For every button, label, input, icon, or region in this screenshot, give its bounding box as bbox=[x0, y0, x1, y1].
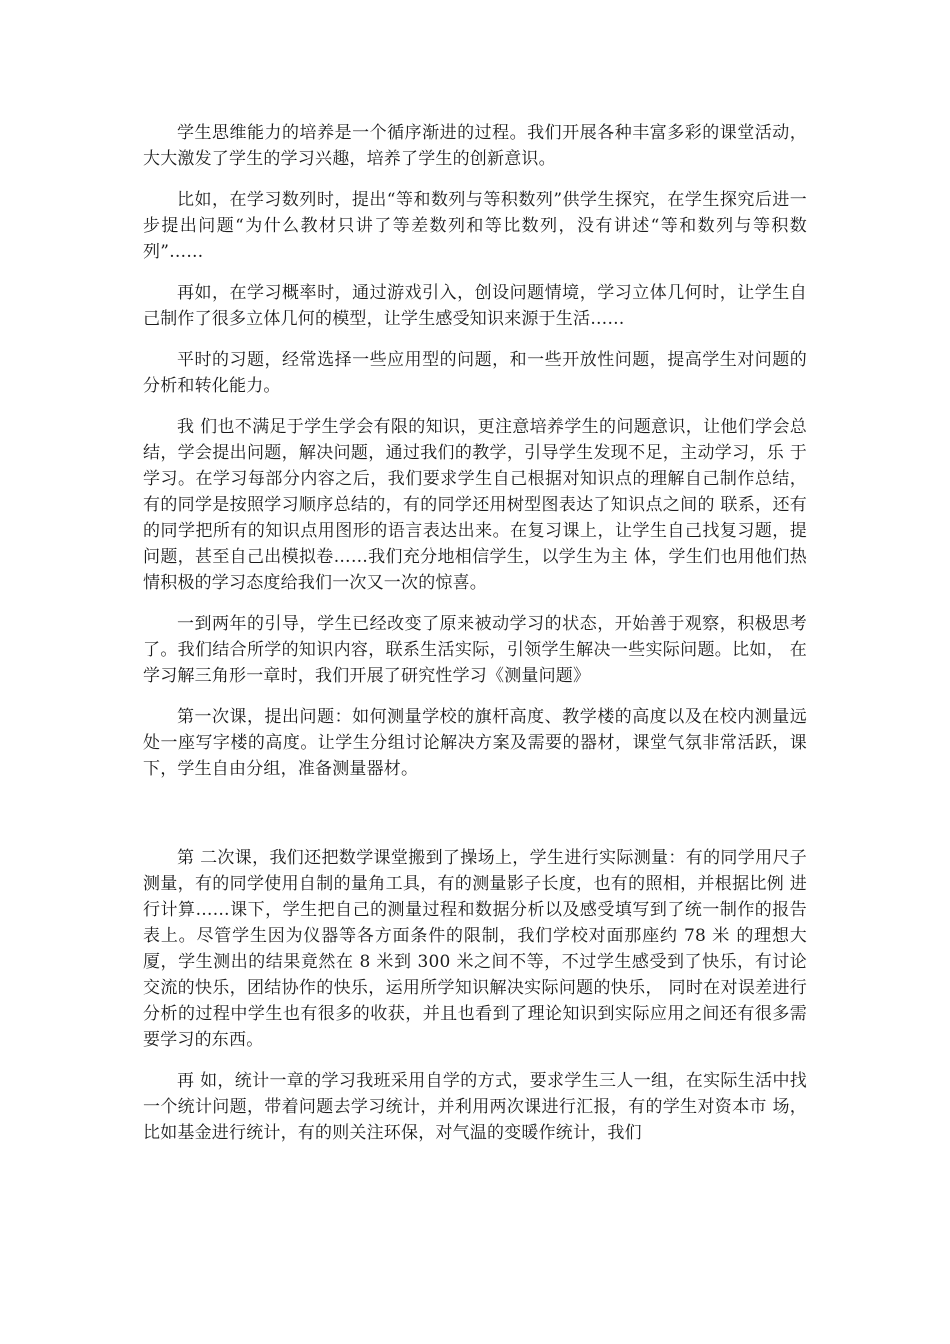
paragraph-7: 第一次课，提出问题：如何测量学校的旗杆高度、教学楼的高度以及在校内测量远处一座写字楼的高度。让学生分组讨论解决方案及需要的器材，课堂气氛非常活跃，课下，学生自由分组，准备测量器材。 bbox=[143, 707, 807, 779]
paragraph-6: 一到两年的引导，学生已经改变了原来被动学习的状态，开始善于观察，积极思考了。我们结合所学的知识内容，联系生活实际，引领学生解决一些实际问题。比如， 在学习解三角形一章时，我们开展了研究性学习《测量问题》 bbox=[143, 614, 807, 686]
paragraph-5: 我 们也不满足于学生学会有限的知识，更注意培养学生的问题意识，让他们学会总结，学会提出问题，解决问题，通过我们的教学，引导学生发现不足，主动学习，乐 于学习。在学习每部分内容之后，我们要求学生自己根据对知识点的理解自己制作总结，有的同学是按照学习顺序总结的，有的同学还用树型图表达了知识点之间的 联系，还有的同学把所有的知识点用图形的语言表达出来。在复习课上，让学生自己找复习题，提问题，甚至自己出模拟卷……我们充分地相信学生，以学生为主 体，学生们也用他们热情积极的学习态度给我们一次又一次的惊喜。 bbox=[143, 417, 807, 593]
blank-spacer bbox=[143, 797, 807, 845]
paragraph-9: 再 如，统计一章的学习我班采用自学的方式，要求学生三人一组，在实际生活中找一个统计问题，带着问题去学习统计，并利用两次课进行汇报，有的学生对资本市 场，比如基金进行统计，有的则关注环保，对气温的变暖作统计，我们 bbox=[143, 1071, 807, 1143]
document-body bbox=[143, 120, 807, 1161]
paragraph-1: 学生思维能力的培养是一个循序渐进的过程。我们开展各种丰富多彩的课堂活动，大大激发了学生的学习兴趣，培养了学生的创新意识。 bbox=[143, 123, 807, 169]
paragraph-4: 平时的习题，经常选择一些应用型的问题，和一些开放性问题，提高学生对问题的分析和转化能力。 bbox=[143, 350, 807, 396]
paragraph-2: 比如，在学习数列时，提出“等和数列与等积数列”供学生探究，在学生探究后进一步提出问题“为什么教材只讲了等差数列和等比数列，没有讲述“等和数列与等积数列”…… bbox=[143, 190, 807, 262]
paragraph-3: 再如，在学习概率时，通过游戏引入，创设问题情境，学习立体几何时，让学生自己制作了很多立体几何的模型，让学生感受知识来源于生活…… bbox=[143, 283, 807, 329]
paragraph-8: 第 二次课，我们还把数学课堂搬到了操场上，学生进行实际测量：有的同学用尺子测量，有的同学使用自制的量角工具，有的测量影子长度，也有的照相，并根据比例 进行计算……课下，学生把自己的测量过程和数据分析以及感受填写到了统一制作的报告表上。尽管学生因为仪器等各方面条件的限制，我们学校对面那座约 78 米 的理想大厦，学生测出的结果竟然在 8 米到 300 米之间不等，不过学生感受到了快乐，有讨论交流的快乐，团结协作的快乐，运用所学知识解决实际问题的快乐， 同时在对误差进行分析的过程中学生也有很多的收获，并且也看到了理论知识到实际应用之间还有很多需要学习的东西。 bbox=[143, 848, 807, 1050]
